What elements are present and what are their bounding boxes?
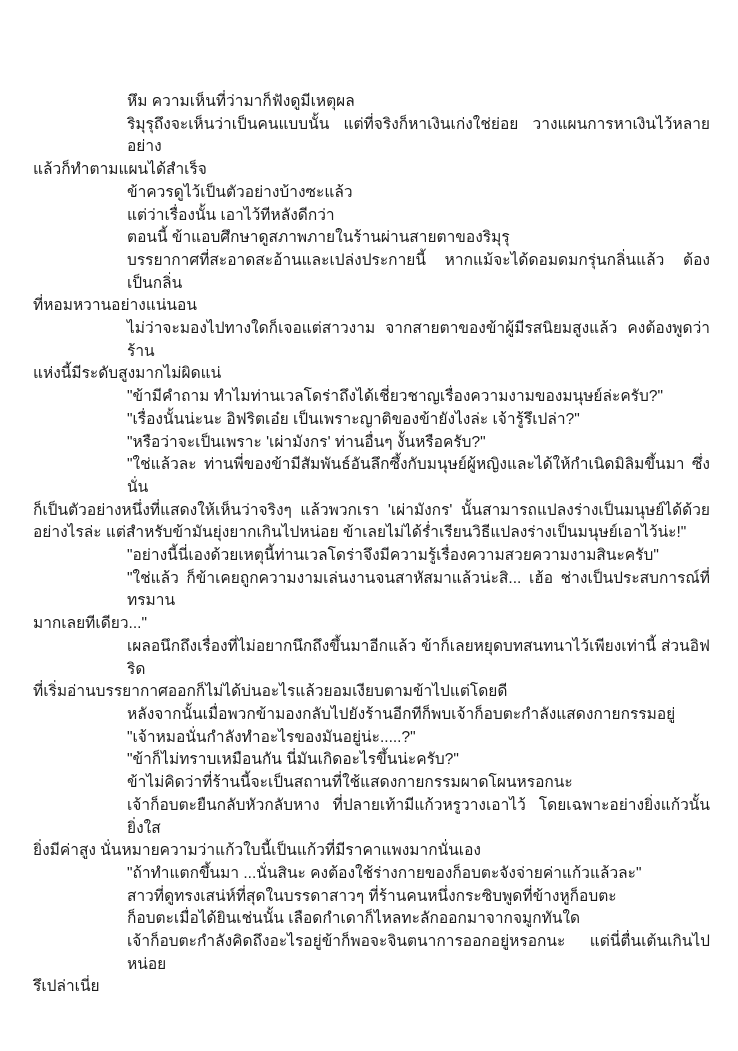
text-line: ก็เป็นตัวอย่างหนึ่งที่แสดงให้เห็นว่าจริงๆ แล้วพวกเรา 'เผ่ามังกร' นั้นสามารถแปลงร่างเป็นมนุษย์ได้ด้วย (33, 501, 710, 519)
text-line: หลังจากนั้นเมื่อพวกข้ามองกลับไปยังร้านอีกทีก็พบเจ้าก็อบตะกำลังแสดงกายกรรมอยู่ (127, 705, 676, 723)
text-block (33, 91, 710, 999)
text-line: รึเปล่าเนี่ย (33, 978, 100, 996)
text-line: ไม่ว่าจะมองไปทางใดก็เจอแต่สาวงาม จากสายตาของข้าผู้มีรสนิยมสูงแล้ว คงต้องพูดว่าร้าน (127, 320, 710, 360)
text-line: ที่หอมหวานอย่างแน่นอน (33, 297, 197, 315)
text-line: บรรยากาศที่สะอาดสะอ้านและเปล่งประกายนี้ หากแม้จะได้ดอมดมกรุ่นกลิ่นแล้ว ต้องเป็นกลิ่น (127, 251, 710, 292)
text-line: ริมุรุถึงจะเห็นว่าเป็นคนแบบนั้น แต่ที่จริงก็หาเงินเก่งใช่ย่อย วางแผนการหาเงินไว้หลายอย่าง (127, 115, 710, 156)
text-line: "เรื่องนั้นน่ะนะ อิฟริตเอ๋ย เป็นเพราะญาติของข้ายังไงล่ะ เจ้ารู้รึเปล่า?" (127, 410, 580, 428)
text-line: "หรือว่าจะเป็นเพราะ 'เผ่ามังกร' ท่านอื่นๆ งั้นหรือครับ?" (127, 433, 486, 451)
text-line: เจ้าก็อบตะกำลังคิดถึงอะไรอยู่ข้าก็พอจะจินตนาการออกอยู่หรอกนะ แต่นี่ตื่นเต้นเกินไปหน่อย (127, 933, 710, 973)
text-line: "ข้ามีคำถาม ทำไมท่านเวลโดร่าถึงได้เชี่ยวชาญเรื่องความงามของมนุษย์ล่ะครับ?" (127, 388, 663, 406)
text-line: "ถ้าทำแตกขึ้นมา ...นั่นสินะ คงต้องใช้ร่างกายของก็อบตะจังจ่ายค่าแก้วแล้วละ" (127, 864, 642, 882)
text-line: ข้าควรดูไว้เป็นตัวอย่างบ้างซะแล้ว (127, 183, 353, 201)
text-line: ยิ่งมีค่าสูง นั่นหมายความว่าแก้วใบนี้เป็นแก้วที่มีราคาแพงมากนั่นเอง (33, 842, 481, 860)
text-line: ก็อบตะเมื่อได้ยินเช่นนั้น เลือดกำเดาก็ไหลทะลักออกมาจากจมูกทันใด (127, 910, 581, 928)
text-line: "ข้าก็ไม่ทราบเหมือนกัน นี่มันเกิดอะไรขึ้นน่ะครับ?" (127, 751, 459, 769)
text-line: แห่งนี้มีระดับสูงมากไม่ผิดแน่ (33, 365, 222, 383)
text-line: ตอนนี้ ข้าแอบศึกษาดูสภาพภายในร้านผ่านสายตาของริมุรุ (127, 229, 510, 247)
text-line: "เจ้าหมอนั่นกำลังทำอะไรของมันอยู่น่ะ.....?" (127, 728, 416, 746)
text-line: หึม ความเห็นที่ว่ามาก็ฟังดูมีเหตุผล (127, 93, 355, 110)
text-line: แต่ว่าเรื่องนั้น เอาไว้ทีหลังดีกว่า (127, 206, 335, 224)
text-line: อย่างไรล่ะ แต่สำหรับข้ามันยุ่งยากเกินไปหน่อย ข้าเลยไม่ได้ร่ำเรียนวิธีแปลงร่างเป็นมนุษย์เอาไว้น่ะ!" (33, 524, 687, 542)
text-line: ที่เริ่มอ่านบรรยากาศออกก็ไม่ได้บ่นอะไรแล้วยอมเงียบตามข้าไปแต่โดยดี (33, 683, 508, 701)
text-line: "อย่างนี้นี่เองด้วยเหตุนี้ท่านเวลโดร่าจึงมีความรู้เรื่องความสวยความงามสินะครับ" (127, 547, 659, 565)
text-line: "ใช่แล้วละ ท่านพี่ของข้ามีสัมพันธ์อันลึกซึ้งกับมนุษย์ผู้หญิงและได้ให้กำเนิดมิลิมขึ้นมา ซึ่งนั่น (127, 456, 710, 496)
text-line: "ใช่แล้ว ก็ข้าเคยถูกความงามเล่นงานจนสาหัสมาแล้วน่ะสิ... เฮ้อ ช่างเป็นประสบการณ์ที่ทรมาน (127, 569, 710, 610)
text-line: เผลอนึกถึงเรื่องที่ไม่อยากนึกถึงขึ้นมาอีกแล้ว ข้าก็เลยหยุดบทสนทนาไว้เพียงเท่านี้ ส่วนอิฟริด (127, 637, 710, 678)
text-line: มากเลยทีเดียว..." (33, 615, 147, 633)
text-line: สาวที่ดูทรงเสน่ห์ที่สุดในบรรดาสาวๆ ที่ร้านคนหนึ่งกระซิบพูดที่ข้างหูก็อบตะ (127, 887, 617, 905)
text-line: แล้วก็ทำตามแผนได้สำเร็จ (33, 161, 207, 179)
text-line: ข้าไม่คิดว่าที่ร้านนี้จะเป็นสถานที่ใช้แสดงกายกรรมผาดโผนหรอกนะ (127, 774, 573, 792)
text-line: เจ้าก็อบตะยืนกลับหัวกลับหาง ที่ปลายเท้ามีแก้วหรูวางเอาไว้ โดยเฉพาะอย่างยิ่งแก้วนั้น ยิ่งใส (127, 796, 710, 837)
